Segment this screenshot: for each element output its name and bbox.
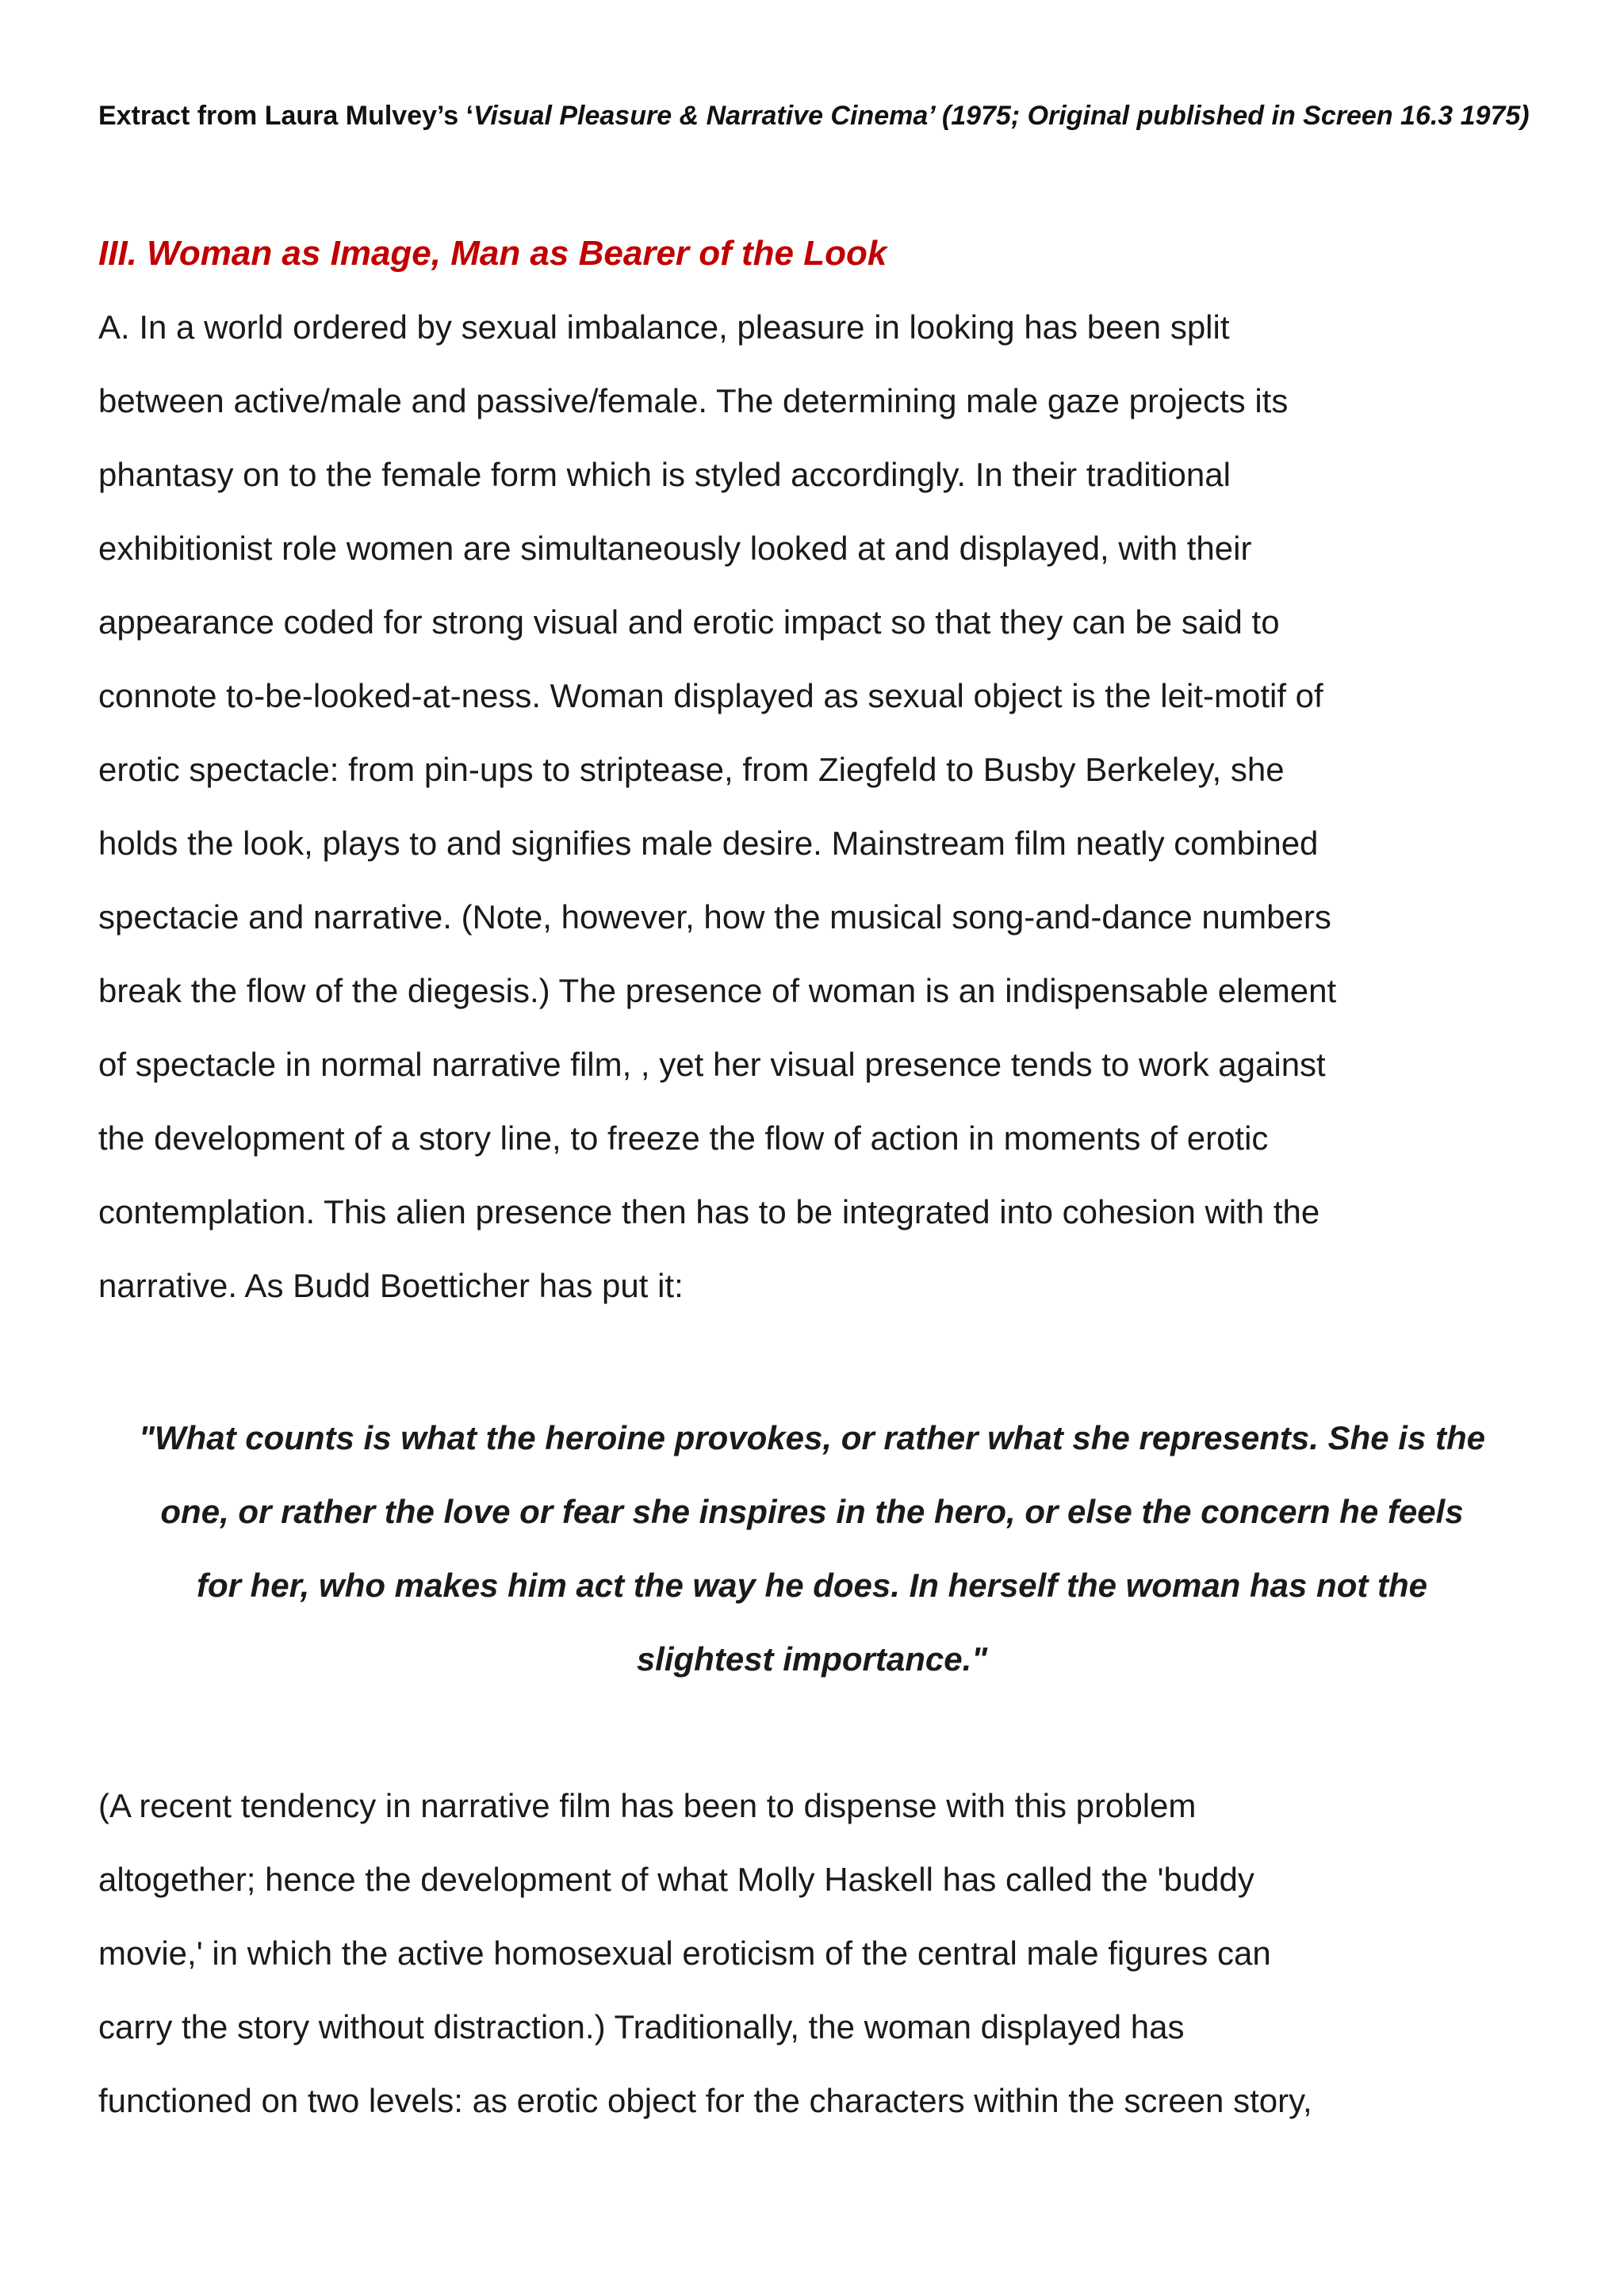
paragraph-line: A. In a world ordered by sexual imbalance, pleasure in looking has been split: [98, 308, 1230, 346]
paragraph-line: break the flow of the diegesis.) The presence of woman is an indispensable element: [98, 972, 1337, 1009]
paragraph-line: narrative. As Budd Boetticher has put it:: [98, 1267, 684, 1304]
quote-line: "What counts is what the heroine provokes, or rather what she represents. She is the: [139, 1419, 1485, 1456]
header-title-italic: Visual Pleasure & Narrative Cinema’ (1975; Original published in Screen 16.3 1975): [473, 101, 1530, 131]
paragraph-line: appearance coded for strong visual and erotic impact so that they can be said to: [98, 603, 1280, 641]
paragraph-line: connote to-be-looked-at-ness. Woman displayed as sexual object is the leit-motif of: [98, 677, 1323, 714]
paragraph-line: exhibitionist role women are simultaneously looked at and displayed, with their: [98, 530, 1252, 567]
paragraph-line: erotic spectacle: from pin-ups to striptease, from Ziegfeld to Busby Berkeley, she: [98, 751, 1285, 788]
paragraph-line: phantasy on to the female form which is styled accordingly. In their traditional: [98, 456, 1231, 493]
paragraph-line: contemplation. This alien presence then has to be integrated into cohesion with the: [98, 1193, 1320, 1230]
paragraph-line: carry the story without distraction.) Traditionally, the woman displayed has: [98, 2008, 1185, 2045]
document-header: [98, 98, 1542, 133]
paragraph-line: between active/male and passive/female. The determining male gaze projects its: [98, 382, 1289, 419]
paragraph-line: of spectacle in normal narrative film, , yet her visual presence tends to work against: [98, 1046, 1326, 1083]
quote-line: one, or rather the love or fear she inspires in the hero, or else the concern he feels: [160, 1493, 1464, 1530]
paragraph-line: (A recent tendency in narrative film has been to dispense with this problem: [98, 1787, 1197, 1824]
quote-line: slightest importance.": [636, 1640, 988, 1678]
section-heading: III. Woman as Image, Man as Bearer of the Look: [98, 234, 887, 273]
quote-line: for her, who makes him act the way he does. In herself the woman has not the: [196, 1567, 1428, 1604]
paragraph-line: altogether; hence the development of what Molly Haskell has called the 'buddy: [98, 1861, 1254, 1898]
paragraph-line: functioned on two levels: as erotic object for the characters within the screen story,: [98, 2082, 1312, 2119]
paragraph-line: the development of a story line, to freeze the flow of action in moments of erotic: [98, 1119, 1269, 1157]
paragraph-line: holds the look, plays to and signifies male desire. Mainstream film neatly combined: [98, 825, 1319, 862]
paragraph-line: spectacie and narrative. (Note, however, how the musical song-and-dance numbers: [98, 898, 1331, 936]
paragraph-line: movie,' in which the active homosexual eroticism of the central male figures can: [98, 1934, 1271, 1972]
header-prefix: Extract from Laura Mulvey’s ‘: [98, 101, 474, 131]
